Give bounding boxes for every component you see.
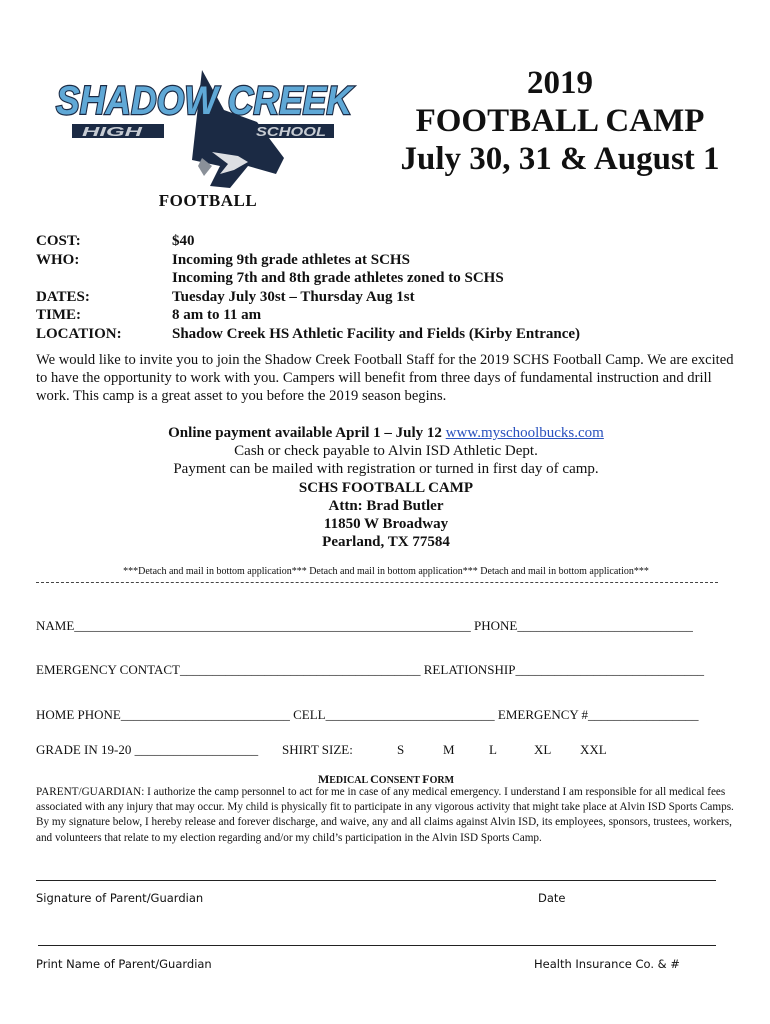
shadow-creek-logo <box>52 62 364 210</box>
info-value: Incoming 7th and 8th grade athletes zoned to SCHS <box>172 270 504 286</box>
relationship-field[interactable]: RELATIONSHIP_____________________________ <box>423 662 704 677</box>
camp-dates: July 30, 31 & August 1 <box>400 141 720 177</box>
info-row-time <box>36 306 736 325</box>
info-row-cost <box>36 232 736 251</box>
emergency-contact-field[interactable]: EMERGENCY CONTACT_____________________________________ <box>36 662 421 677</box>
info-value: 8 am to 11 am <box>172 307 262 323</box>
info-label: WHO: <box>36 251 80 268</box>
emergency-number-field[interactable]: EMERGENCY #_________________ <box>497 707 699 722</box>
info-label: COST: <box>36 233 81 249</box>
signature-label: Signature of Parent/Guardian <box>36 891 204 905</box>
shirt-size-option-xl[interactable]: XL <box>534 742 552 757</box>
info-label: LOCATION: <box>36 325 122 342</box>
date-label: Date <box>538 891 566 905</box>
form-row-phones <box>36 707 736 723</box>
info-value: Tuesday July 30st – Thursday Aug 1st <box>172 288 415 305</box>
online-payment-line <box>36 424 736 442</box>
form-row-grade <box>36 742 736 758</box>
info-row-dates <box>36 288 736 307</box>
mailing-address-line: Pearland, TX 77584 <box>322 534 450 551</box>
payment-link[interactable]: www.myschoolbucks.com <box>445 425 604 441</box>
mailing-address-line: Attn: Brad Butler <box>328 497 444 514</box>
camp-name: FOOTBALL CAMP <box>415 103 705 139</box>
form-row-name <box>36 618 736 634</box>
shirt-size-option-xxl[interactable]: XXL <box>580 742 607 757</box>
shirt-size-option-l[interactable]: L <box>489 742 497 757</box>
name-field[interactable]: NAME_____________________________________________________________ <box>36 618 471 633</box>
payment-mail-line: Payment can be mailed with registration or turned in first day of camp. <box>173 461 599 478</box>
health-insurance-label: Health Insurance Co. & # <box>534 957 680 971</box>
logo-school-name: SHADOW CREEK <box>56 79 355 123</box>
info-label <box>36 269 172 288</box>
info-row-who <box>36 251 736 270</box>
info-value: Incoming 9th grade athletes at SCHS <box>172 251 410 268</box>
camp-info-list <box>36 232 736 343</box>
info-label: DATES: <box>36 288 90 305</box>
payment-check-line: Cash or check payable to Alvin ISD Athletic Dept. <box>234 443 538 460</box>
mailing-address-line: 11850 W Broadway <box>323 516 449 533</box>
cell-field[interactable]: CELL__________________________ <box>293 707 495 722</box>
shirt-size-label: SHIRT SIZE: <box>282 742 353 757</box>
mailing-address-line: SCHS FOOTBALL CAMP <box>298 479 474 496</box>
logo-sport-text: FOOTBALL <box>158 191 258 210</box>
detach-note: ***Detach and mail in bottom application*** Detach and mail in bottom application*** Detach and mail in bottom application*** <box>123 566 649 577</box>
medical-consent-text: PARENT/GUARDIAN: I authorize the camp personnel to act for me in case of any medical emergency. I understand I am responsible for all medical fees associated with any injury that may occur. My child is physically fit to participate in any vigorous activity that might take place at Alvin ISD Sports Camps. By my signature below, I hereby release and forever discharge, and waive, any and all claims against Alvin ISD, its employees, sponsors, trustees, workers, and volunteers that relate to my election regarding and/or my child’s participation in the Alvin ISD Sports Camp. <box>36 786 734 844</box>
info-row-who-continued <box>36 269 736 288</box>
signature-line[interactable] <box>36 880 716 881</box>
camp-title <box>380 64 740 178</box>
info-value: $40 <box>172 233 195 249</box>
form-row-emergency-contact <box>36 662 736 678</box>
camp-year: 2019 <box>527 65 593 101</box>
shirt-size-option-m[interactable]: M <box>443 742 455 757</box>
logo-high-text: HIGH <box>82 124 144 139</box>
medical-consent-title: MEDICAL CONSENT FORM <box>317 772 455 786</box>
info-value: Shadow Creek HS Athletic Facility and Fields (Kirby Entrance) <box>172 325 581 342</box>
home-phone-field[interactable]: HOME PHONE__________________________ <box>36 707 290 722</box>
detach-divider <box>36 582 718 583</box>
payment-info <box>36 424 736 551</box>
grade-field[interactable]: GRADE IN 19-20 ___________________ <box>36 742 259 757</box>
print-name-line[interactable] <box>38 945 716 946</box>
info-row-location <box>36 325 736 344</box>
info-label: TIME: <box>36 307 81 323</box>
shirt-size-option-s[interactable]: S <box>397 742 405 757</box>
intro-paragraph: We would like to invite you to join the Shadow Creek Football Staff for the 2019 SCHS Football Camp. We are excited to have the opportunity to work with you. Campers will benefit from three days of fundamental instruction and drill work. This camp is a great asset to you before the 2019 season begins. <box>36 352 734 404</box>
online-payment-text: Online payment available April 1 – July 12 <box>168 425 442 441</box>
print-name-label: Print Name of Parent/Guardian <box>36 957 212 971</box>
logo-school-text: SCHOOL <box>256 124 327 139</box>
phone-field[interactable]: PHONE___________________________ <box>474 618 693 633</box>
